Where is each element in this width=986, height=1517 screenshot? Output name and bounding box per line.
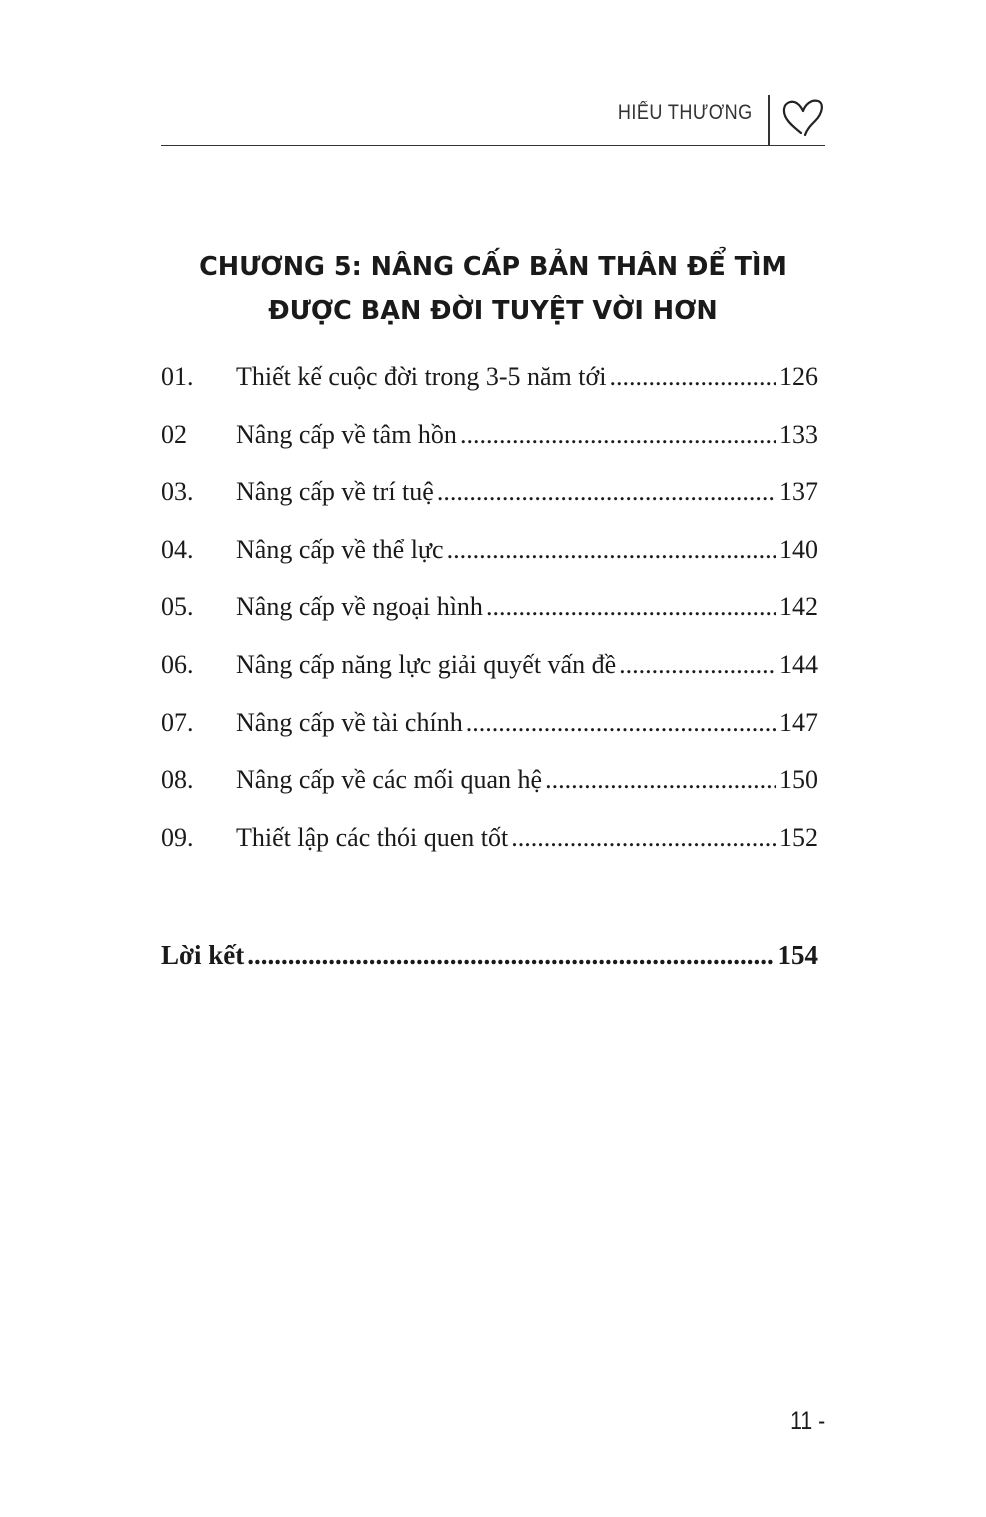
toc-entry[interactable] [161, 420, 818, 478]
toc-entry[interactable] [161, 592, 818, 650]
toc-entry-title: Nâng cấp về thể lực [236, 534, 444, 564]
chapter-title-line-2: ĐƯỢC BẠN ĐỜI TUYỆT VỜI HƠN [268, 296, 718, 326]
book-title: HIỂU THƯƠNG [618, 101, 753, 124]
toc-entry-number: 08. [161, 765, 194, 795]
toc-entry-page: 144 [779, 649, 818, 679]
toc-entry-title: Nâng cấp về các mối quan hệ [236, 765, 543, 795]
dot-leader [466, 708, 776, 738]
toc-entry[interactable] [161, 535, 818, 593]
toc-entry-page: 140 [779, 534, 818, 564]
dot-leader [486, 592, 776, 622]
toc-entry-title: Thiết kế cuộc đời trong 3-5 năm tới [236, 362, 607, 391]
closing-page: 154 [777, 940, 818, 970]
toc-entry-number: 06. [161, 649, 194, 679]
toc-entry-number: 02 [161, 419, 187, 449]
toc-entry[interactable] [161, 362, 818, 420]
toc-entry-closing[interactable] [161, 940, 818, 971]
dot-leader [437, 477, 776, 507]
chapter-title-line-1: CHƯƠNG 5: NÂNG CẤP BẢN THÂN ĐỂ TÌM [199, 252, 787, 282]
toc-entry-page: 147 [779, 707, 818, 737]
toc-entry-title: Nâng cấp về trí tuệ [236, 477, 434, 507]
toc-list [161, 362, 818, 880]
toc-entry-title: Nâng cấp về tâm hồn [236, 419, 457, 449]
dot-leader [447, 535, 776, 565]
toc-entry[interactable] [161, 765, 818, 823]
running-header [161, 95, 825, 146]
chapter-title [161, 245, 825, 333]
header-divider [768, 95, 770, 145]
toc-entry-page: 152 [779, 822, 818, 852]
closing-title: Lời kết [161, 940, 245, 970]
toc-entry-page: 133 [779, 419, 818, 449]
toc-entry[interactable] [161, 650, 818, 708]
toc-entry-number: 07. [161, 707, 194, 737]
toc-entry-title: Nâng cấp về tài chính [236, 707, 463, 737]
toc-entry[interactable] [161, 708, 818, 766]
toc-entry-number: 01. [161, 362, 194, 391]
toc-entry-title: Thiết lập các thói quen tốt [236, 822, 509, 852]
dot-leader [247, 940, 774, 971]
toc-entry-number: 03. [161, 477, 194, 507]
toc-entry-page: 126 [779, 362, 818, 391]
dot-leader [545, 765, 776, 795]
heart-icon [781, 97, 825, 137]
page-number: 11 - [789, 1407, 825, 1435]
toc-entry-page: 142 [779, 592, 818, 622]
dot-leader [511, 823, 776, 853]
toc-entry-page: 137 [779, 477, 818, 507]
toc-entry-number: 09. [161, 822, 194, 852]
dot-leader [460, 420, 776, 450]
dot-leader [619, 650, 776, 680]
toc-entry-number: 05. [161, 592, 194, 622]
toc-entry-title: Nâng cấp về ngoại hình [236, 592, 483, 622]
dot-leader [609, 362, 776, 392]
toc-entry-page: 150 [779, 765, 818, 795]
toc-entry-title: Nâng cấp năng lực giải quyết vấn đề [236, 649, 617, 679]
toc-entry[interactable] [161, 823, 818, 881]
toc-entry-number: 04. [161, 534, 194, 564]
toc-entry[interactable] [161, 477, 818, 535]
